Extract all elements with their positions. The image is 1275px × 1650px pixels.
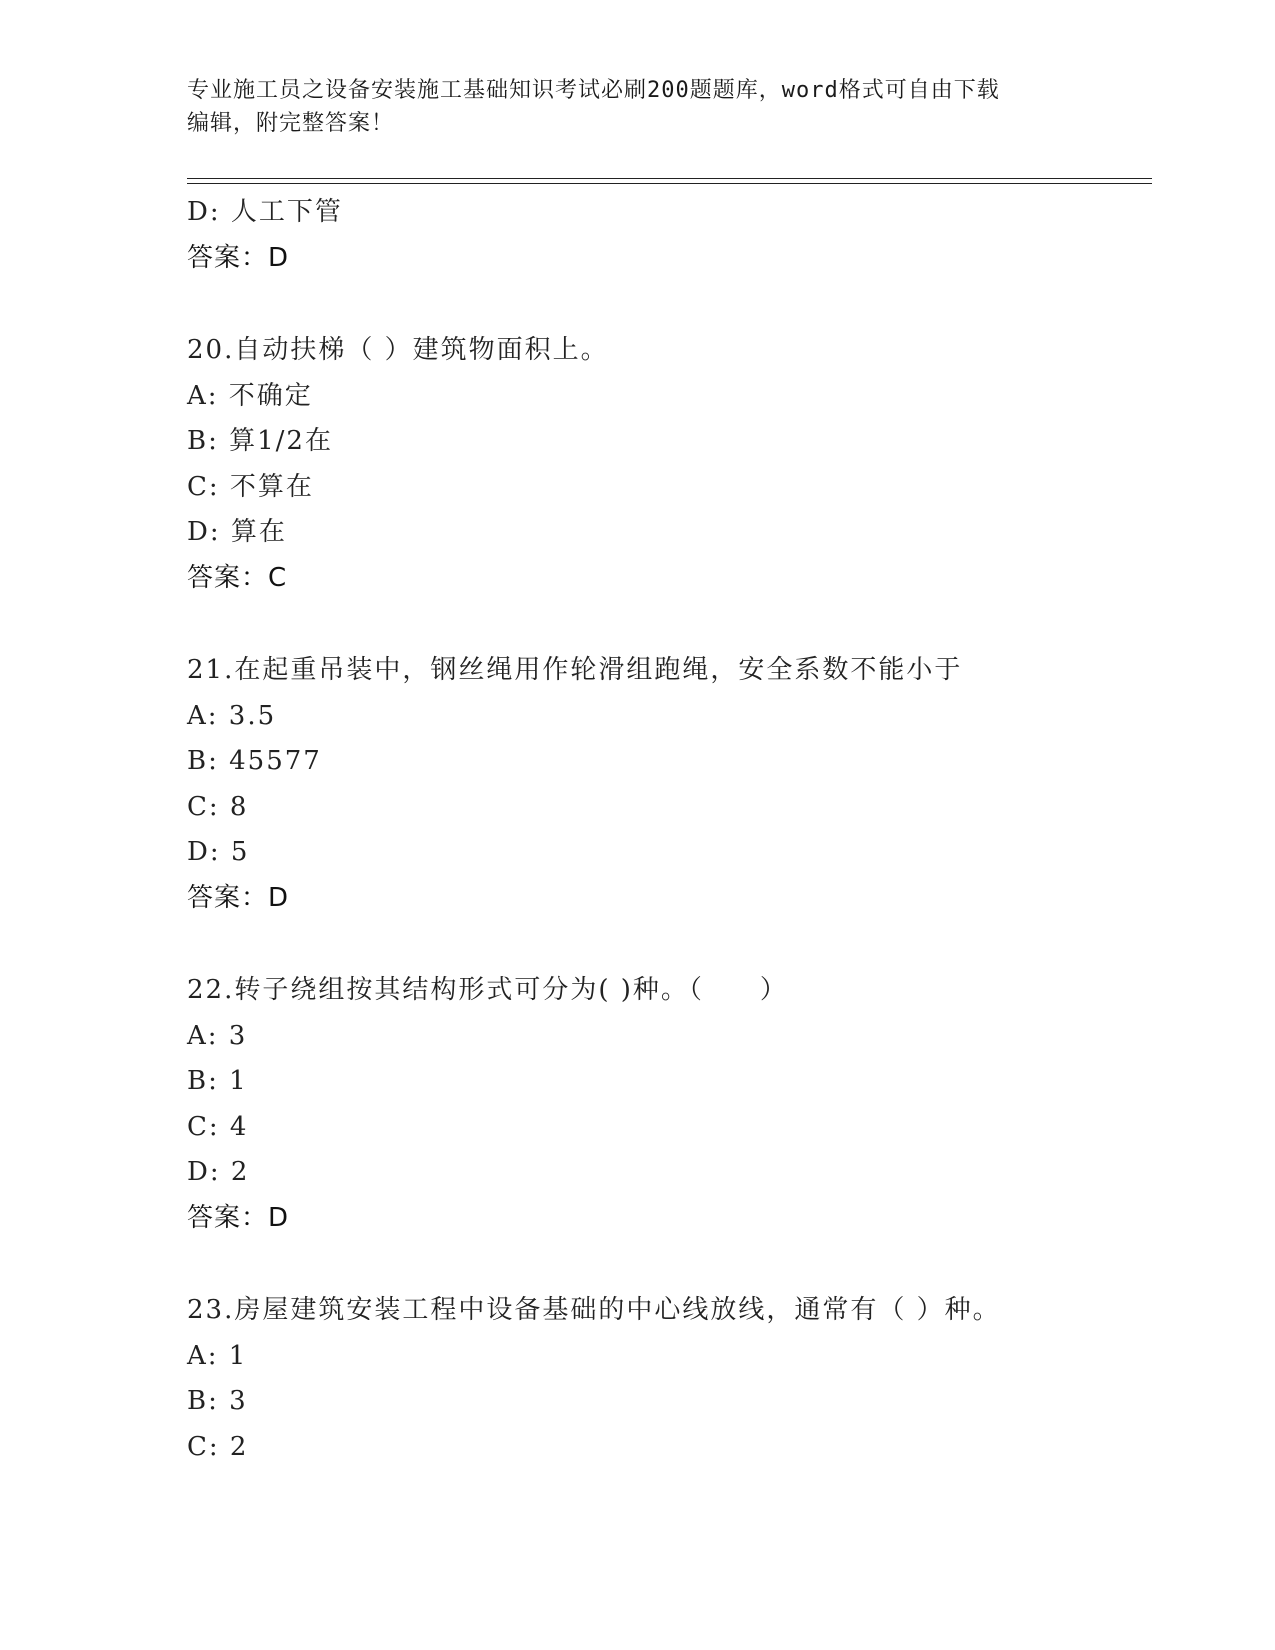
question-list xyxy=(187,190,1152,1470)
header-title-line-2: 编辑，附完整答案！ xyxy=(187,111,395,136)
option-a: A: 1 xyxy=(187,1340,248,1371)
option-d: D: 5 xyxy=(187,837,250,867)
option-c: C: 2 xyxy=(187,1431,249,1462)
answer-line: 答案：D xyxy=(187,882,290,913)
question-block xyxy=(187,968,1152,1241)
answer-line: 答案：C xyxy=(187,562,288,593)
option-b: B: 算1/2在 xyxy=(187,426,333,456)
option-b: B: 45577 xyxy=(187,746,322,776)
question-block xyxy=(187,328,1152,601)
header-divider-bottom xyxy=(187,183,1152,184)
option-d: D: 人工下管 xyxy=(187,197,343,227)
option-d: D: 2 xyxy=(187,1157,250,1187)
option-a: A: 3.5 xyxy=(187,700,277,731)
option-d: D: 算在 xyxy=(187,517,287,547)
question-block xyxy=(187,648,1152,921)
question-text: 21.在起重吊装中，钢丝绳用作轮滑组跑绳，安全系数不能小于 xyxy=(187,655,963,685)
block-spacer xyxy=(187,921,1152,968)
answer-line: 答案：D xyxy=(187,1202,290,1233)
question-text: 22.转子绕组按其结构形式可分为( )种。（ ） xyxy=(187,975,788,1005)
question-block xyxy=(187,190,1152,281)
question-block xyxy=(187,1288,1152,1470)
option-a: A: 3 xyxy=(187,1020,248,1051)
option-b: B: 1 xyxy=(187,1066,248,1096)
block-spacer xyxy=(187,1241,1152,1288)
block-spacer xyxy=(187,281,1152,328)
question-text: 23.房屋建筑安装工程中设备基础的中心线放线，通常有（ ）种。 xyxy=(187,1295,1001,1325)
question-text: 20.自动扶梯（ ）建筑物面积上。 xyxy=(187,335,609,365)
document-header xyxy=(187,74,1067,140)
header-divider-top xyxy=(187,178,1152,179)
option-c: C: 8 xyxy=(187,791,249,822)
option-b: B: 3 xyxy=(187,1386,248,1416)
header-title-line-1: 专业施工员之设备安装施工基础知识考试必刷200题题库，word格式可自由下载 xyxy=(187,78,1000,103)
option-a: A: 不确定 xyxy=(187,380,313,411)
option-c: C: 不算在 xyxy=(187,471,314,502)
option-c: C: 4 xyxy=(187,1111,249,1142)
block-spacer xyxy=(187,601,1152,648)
answer-line: 答案：D xyxy=(187,242,290,273)
